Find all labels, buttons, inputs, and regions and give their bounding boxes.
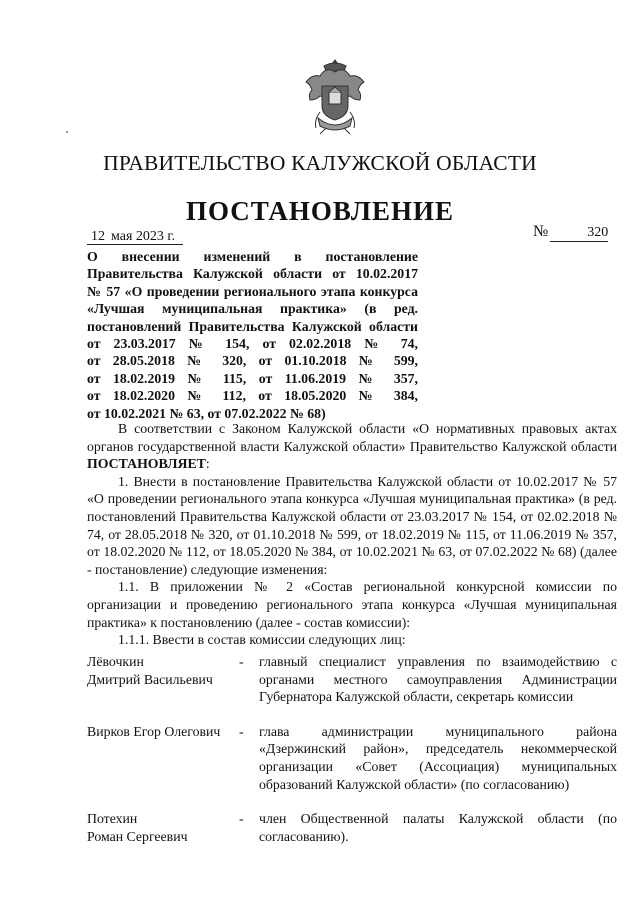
member-surname: Лёвочкин [87, 654, 144, 669]
heading-line: Правительства Калужской области от 10.02.2017 [87, 266, 418, 282]
member-given-names: Дмитрий Васильевич [87, 671, 213, 687]
member-name [87, 653, 239, 706]
member-surname: Потехин [87, 811, 138, 827]
paragraph-1-1: 1.1. В приложении № 2 «Состав региональной конкурсной комиссии по организации и проведению регионального этапа конкурса «Лучшая муниципальная практика» к постановлению (далее - состав комиссии): [87, 579, 617, 630]
preamble-paragraph [87, 420, 617, 473]
heading-line: постановлений Правительства Калужской области [87, 318, 418, 334]
member-full-name: Вирков Егор Олегович [87, 723, 221, 739]
member-row [87, 723, 617, 793]
paragraph-1: 1. Внести в постановление Правительства Калужской области от 10.02.2017 № 57 «О проведении регионального этапа конкурса «Лучшая муниципальная практика» (в ред. постановлений Правительства Калужской области от 23.03.2017 № 154, от 02.02.2018 № 74, от 28.05.2018 № 320, от 01.10.2018 № 599, от 18.02.2019 № 115, от 11.06.2019 № 357, от 18.02.2020 № 112, от 18.05.2020 № 384, от 10.02.2021 № 63, от 07.02.2022 № 68) (далее - постановление) следующие изменения: [87, 473, 617, 577]
heading-line: от 18.02.2019 № 115, от 11.06.2019 № 357, [87, 370, 418, 386]
member-role: член Общественной палаты Калужской области (по согласованию). [259, 811, 617, 844]
member-name [87, 723, 239, 793]
preamble-text: В соответствии с Законом Калужской области «О нормативных правовых актах органов государственной власти Калужской области» Правительство Калужской области [87, 421, 617, 454]
decree-word: ПОСТАНОВЛЯЕТ [87, 456, 206, 472]
document-date [87, 229, 183, 245]
member-dash: - [239, 811, 244, 827]
date-day: 12 [91, 229, 105, 244]
heading-line: от 23.03.2017 № 154, от 02.02.2018 № 74, [87, 336, 418, 352]
heading-line: от 10.02.2021 № 63, от 07.02.2022 № 68) [87, 405, 326, 421]
date-month-year: мая 2023 г. [111, 229, 176, 244]
member-dash: - [239, 654, 244, 669]
coat-of-arms-emblem [302, 56, 368, 136]
member-row [87, 810, 617, 845]
document-body [87, 420, 617, 649]
member-name [87, 810, 239, 845]
paragraph-1-1-1: 1.1.1. Ввести в состав комиссии следующих лиц: [118, 632, 406, 648]
heading-line: О внесении изменений в постановление [87, 249, 418, 264]
document-type-title: ПОСТАНОВЛЕНИЕ [185, 196, 455, 226]
document-number [533, 223, 608, 242]
heading-line: «Лучшая муниципальная практика» (в ред. [87, 301, 418, 317]
preamble-tail: : [205, 456, 210, 472]
commission-members-list [87, 653, 617, 862]
number-value: 320 [550, 225, 608, 242]
member-row [87, 653, 617, 706]
scan-artifact [66, 131, 68, 133]
member-role: глава администрации муниципального района «Дзержинский район», председатель некоммерческой организации «Совет (Ассоциация) муниципальных образований Калужской области» (по согласованию) [259, 723, 617, 792]
document-heading [87, 248, 418, 422]
government-title: ПРАВИТЕЛЬСТВО КАЛУЖСКОЙ ОБЛАСТИ [103, 151, 537, 175]
heading-line: № 57 «О проведении регионального этапа конкурса [87, 283, 418, 299]
member-dash: - [239, 723, 244, 739]
member-given-names: Роман Сергеевич [87, 828, 188, 844]
heading-line: от 18.02.2020 № 112, от 18.05.2020 № 384, [87, 388, 418, 404]
heading-line: от 28.05.2018 № 320, от 01.10.2018 № 599, [87, 353, 418, 369]
number-sign: № [533, 223, 549, 240]
member-role: главный специалист управления по взаимодействию с органами местного самоуправления Администрации Губернатора Калужской области, секретарь комиссии [259, 654, 617, 705]
